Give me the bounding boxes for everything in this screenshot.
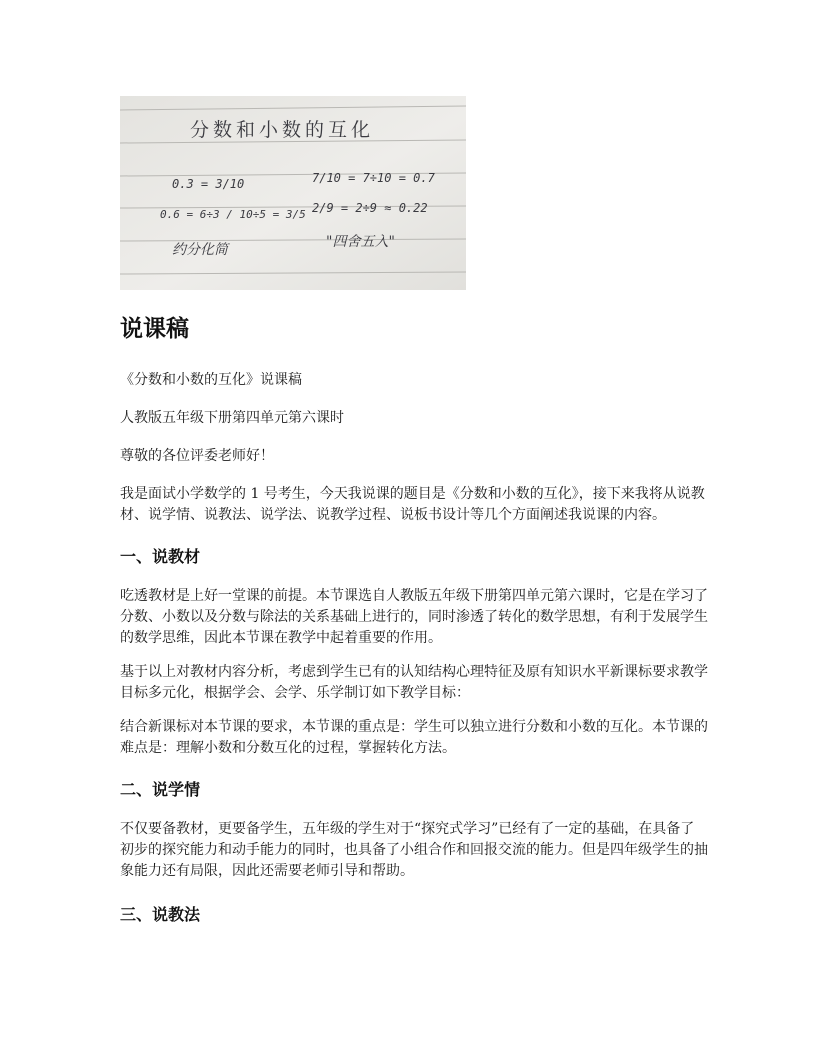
photo-right-line-3: "四舍五入"	[326, 234, 395, 250]
photo-right-line-2: 2/9 = 2÷9 ≈ 0.22	[312, 201, 428, 215]
photo-left-line-2: 0.6 = 6÷3 / 10÷5 = 3/5	[160, 208, 306, 221]
students-paragraph-1: 不仅要备教材，更要备学生，五年级的学生对于“探究式学习”已经有了一定的基础，在具备了初步的探究能力和动手能力的同时，也具备了小组合作和回报交流的能力。但是四年级学生的抽象能力还有局限，因此还需要老师引导和帮助。	[120, 821, 708, 879]
textbook-paragraph-2: 基于以上对教材内容分析，考虑到学生已有的认知结构心理特征及原有知识水平新课标要求教学目标多元化，根据学会、会学、乐学制订如下教学目标：	[120, 664, 708, 701]
photo-title: 分数和小数的互化	[190, 119, 375, 141]
photo-left-line-1: 0.3 = 3/10	[172, 177, 245, 191]
section-heading-textbook: 一、说教材	[120, 547, 201, 566]
photo-left-line-3: 约分化简	[172, 242, 228, 258]
textbook-paragraph-1: 吃透教材是上好一堂课的前提。本节课选自人教版五年级下册第四单元第六课时，它是在学习了分数、小数以及分数与除法的关系基础上进行的，同时渗透了转化的数学思想，有利于发展学生的数学思维，因此本节课在教学中起着重要的作用。	[120, 588, 708, 646]
section-heading-teaching-method: 三、说教法	[120, 905, 201, 924]
section-heading-students: 二、说学情	[120, 780, 201, 799]
document-title: 说课稿	[120, 316, 189, 342]
lesson-unit: 人教版五年级下册第四单元第六课时	[120, 410, 344, 426]
textbook-paragraph-3: 结合新课标对本节课的要求，本节课的重点是：学生可以独立进行分数和小数的互化。本节课的难点是：理解小数和分数互化的过程，掌握转化方法。	[120, 719, 708, 756]
photo-right-line-1: 7/10 = 7÷10 = 0.7	[312, 171, 435, 185]
document-page	[120, 96, 708, 926]
notebook-photo	[120, 96, 466, 290]
lesson-subject: 《分数和小数的互化》说课稿	[120, 372, 302, 388]
greeting: 尊敬的各位评委老师好！	[120, 448, 274, 464]
intro-paragraph: 我是面试小学数学的 1 号考生，今天我说课的题目是《分数和小数的互化》，接下来我将从说教材、说学情、说教法、说学法、说教学过程、说板书设计等几个方面阐述我说课的内容。	[120, 486, 705, 523]
